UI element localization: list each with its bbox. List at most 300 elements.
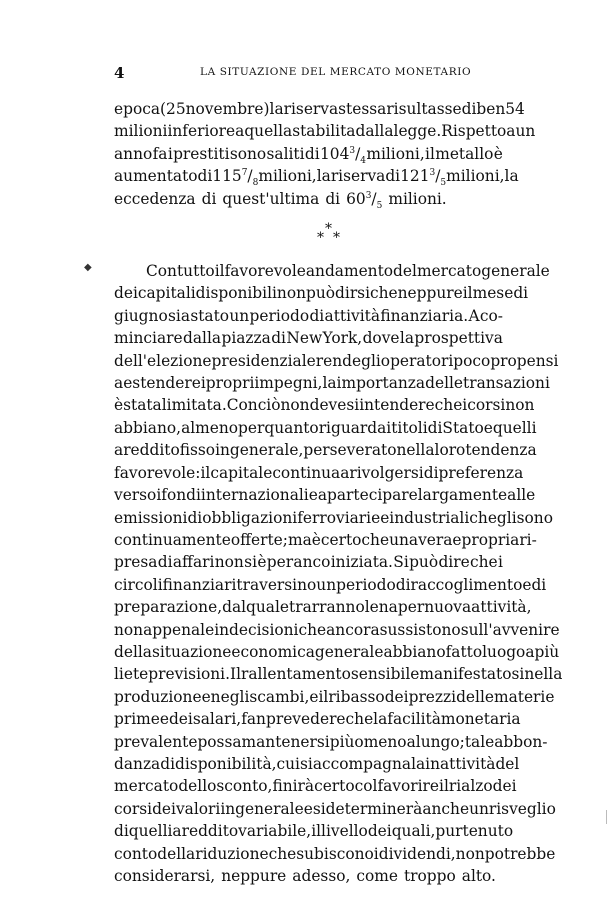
word: a — [114, 374, 124, 393]
word: favorire — [377, 777, 440, 796]
word: continua — [272, 463, 341, 482]
word: è — [114, 396, 124, 415]
word: può — [409, 553, 439, 572]
word: dire — [438, 553, 470, 572]
word: dalla — [183, 329, 222, 348]
word: inattività — [425, 754, 496, 773]
word: sia — [168, 306, 191, 325]
word: operatori — [380, 351, 454, 370]
word: e — [201, 687, 211, 706]
word: salari, — [192, 710, 242, 729]
word: finanziari — [162, 575, 237, 594]
word: impegni, — [254, 374, 323, 393]
word: riguarda — [318, 418, 387, 437]
word: dei — [492, 777, 517, 796]
word: generale — [481, 262, 550, 281]
word: non — [280, 396, 310, 415]
word: partecipare — [327, 486, 418, 505]
word: e — [303, 799, 313, 818]
word: monetaria — [440, 710, 521, 729]
word: più — [329, 732, 355, 751]
word: della — [114, 642, 152, 661]
word: poco — [453, 351, 491, 370]
word: si — [299, 754, 313, 773]
word: sconto, — [216, 777, 273, 796]
text-line — [114, 843, 556, 865]
word: appena — [143, 620, 201, 639]
word: delle — [456, 687, 494, 706]
asterisk-mark: * — [317, 230, 324, 247]
word: di — [513, 284, 529, 303]
asterisk-mark: * — [333, 230, 340, 247]
word: certo — [314, 777, 355, 796]
word: presidenziale — [211, 351, 316, 370]
word: gli — [361, 351, 381, 370]
word: fan — [241, 710, 266, 729]
word: tendenza — [465, 441, 537, 460]
word: produzione — [114, 687, 202, 706]
text-line — [114, 641, 560, 663]
word: preferenza — [438, 463, 524, 482]
word: novembre) — [185, 100, 270, 118]
word: propensi — [490, 351, 559, 370]
word: estendere — [123, 374, 201, 393]
word: tenuto — [462, 822, 514, 841]
word: capitale — [210, 463, 273, 482]
word: la — [373, 710, 388, 729]
word: quella — [244, 122, 293, 141]
word: la — [269, 100, 284, 118]
word: valori — [175, 799, 221, 818]
word: nuova — [424, 598, 472, 617]
word: la — [316, 167, 331, 186]
text-line — [114, 574, 547, 596]
word: presa — [114, 553, 158, 572]
word: corsi — [114, 799, 153, 818]
running-title: LA SITUAZIONE DEL MERCATO MONETARIO — [200, 66, 472, 78]
running-head — [114, 64, 504, 84]
word: negli — [210, 687, 250, 706]
text-line — [114, 282, 529, 304]
word: che — [361, 530, 390, 549]
word: rivolgersi — [349, 463, 424, 482]
word: risveglio — [488, 799, 556, 818]
word: scambi, — [249, 687, 310, 706]
word: dei — [114, 284, 138, 303]
word: facilità — [387, 710, 441, 729]
word: i — [200, 374, 206, 393]
text-line — [114, 798, 556, 820]
word: anco — [293, 553, 331, 572]
word: dello — [178, 777, 217, 796]
fraction-amount: $60^3/_5$ — [346, 189, 383, 211]
word: generale — [235, 799, 304, 818]
text-line — [114, 143, 503, 165]
word: determinerà — [325, 799, 423, 818]
word: andamento — [305, 262, 394, 281]
word: legge. — [393, 122, 442, 141]
word: i — [497, 553, 503, 572]
word: inferiore — [167, 122, 236, 141]
word: un — [469, 799, 489, 818]
word: periodo — [249, 306, 310, 325]
word: Si — [393, 553, 409, 572]
word: di — [114, 822, 129, 841]
word: le — [200, 620, 215, 639]
word: largamente — [417, 486, 508, 505]
text-line — [114, 439, 537, 461]
word: prestiti — [173, 144, 230, 163]
word: i — [156, 486, 162, 505]
word: raccoglimento — [410, 575, 523, 594]
word: e — [308, 486, 318, 505]
paragraph-2 — [114, 260, 563, 887]
word: non — [505, 396, 535, 415]
word: saliti — [266, 144, 305, 163]
word: gli — [496, 508, 517, 527]
text-line — [114, 596, 532, 618]
word: e — [309, 687, 319, 706]
word: che — [345, 710, 374, 729]
word: milioni, — [258, 167, 317, 186]
word: anno — [114, 144, 153, 163]
word: abbiano, — [114, 418, 182, 437]
word: dei — [168, 710, 193, 729]
word: variabile, — [238, 822, 312, 841]
word: di — [427, 418, 443, 437]
word: materie — [493, 687, 555, 706]
margin-mark: ◆ — [84, 262, 92, 273]
word: New — [286, 329, 323, 348]
word: ancora — [326, 620, 380, 639]
word: ferroviarie — [297, 508, 381, 527]
word: York, — [322, 329, 363, 348]
word: mese — [472, 284, 514, 303]
word: propria — [461, 530, 520, 549]
word: reddito — [181, 822, 239, 841]
text-line — [114, 327, 503, 349]
word: a — [317, 486, 328, 505]
word: importanza — [336, 374, 426, 393]
word: è — [493, 144, 503, 163]
word: a — [525, 642, 535, 661]
word: neppure — [397, 284, 463, 303]
word: ribasso — [328, 687, 385, 706]
word: lungo; — [415, 732, 465, 751]
word: disponibilità, — [175, 754, 277, 773]
word: stata — [123, 396, 162, 415]
word: del — [393, 262, 417, 281]
word: fondi — [161, 486, 201, 505]
word: a — [340, 463, 350, 482]
word: abbon- — [494, 732, 548, 751]
word: più — [534, 642, 560, 661]
word: della — [157, 844, 196, 863]
word: e — [452, 530, 462, 549]
paragraph-1 — [114, 98, 536, 211]
word: per — [238, 418, 265, 437]
word: e — [380, 508, 390, 527]
word: ma — [287, 530, 312, 549]
word: obbligazioni — [202, 508, 298, 527]
word: di — [325, 189, 341, 208]
word: i — [386, 418, 392, 437]
word: cui — [276, 754, 300, 773]
word: o — [354, 732, 364, 751]
word: col — [354, 777, 378, 796]
word: loro — [434, 441, 466, 460]
word: continuamente — [114, 530, 231, 549]
word: abbiano — [383, 642, 446, 661]
text-line — [114, 120, 536, 142]
word: la — [399, 329, 414, 348]
word: generale — [314, 642, 384, 661]
text-line — [114, 417, 537, 439]
word: è — [311, 530, 321, 549]
word: livello — [321, 822, 368, 841]
word: situazione — [151, 642, 232, 661]
word: titoli — [391, 418, 428, 437]
word: sussistono — [379, 620, 461, 639]
word: una — [389, 530, 419, 549]
word: danza — [114, 754, 161, 773]
text-line — [114, 663, 563, 685]
word: quali, — [391, 822, 436, 841]
word: si — [312, 799, 326, 818]
word: quelli — [492, 418, 537, 437]
word: quale — [246, 598, 290, 617]
word: rende — [315, 351, 362, 370]
word: quelli — [128, 822, 173, 841]
word: la — [322, 374, 337, 393]
word: nella — [396, 441, 435, 460]
word: Stato — [442, 418, 484, 437]
word: vera — [418, 530, 453, 549]
word: dei — [384, 687, 409, 706]
text-line — [114, 350, 559, 372]
word: per — [397, 598, 425, 617]
word: ben — [476, 100, 506, 118]
word: certo — [320, 530, 362, 549]
word: stato — [190, 306, 230, 325]
word: iniziata. — [330, 553, 393, 572]
word: il — [200, 463, 211, 482]
word: dei — [367, 822, 392, 841]
word: pur — [435, 822, 463, 841]
word: emissioni — [114, 508, 188, 527]
word: stabilita — [292, 122, 356, 141]
word: di — [309, 306, 325, 325]
word: il — [462, 284, 473, 303]
body-text — [114, 98, 563, 887]
word: previsioni. — [148, 665, 230, 684]
word: minciare — [114, 329, 183, 348]
word: il — [318, 687, 329, 706]
word: a — [506, 122, 516, 141]
text-line — [114, 865, 503, 887]
word: in — [215, 441, 230, 460]
word: considerarsi, — [114, 867, 216, 885]
word: finanziaria. — [380, 306, 469, 325]
word: che — [434, 396, 463, 415]
word: non — [214, 553, 244, 572]
text-line — [114, 731, 548, 753]
word: dividendi, — [378, 844, 456, 863]
word: propri — [205, 374, 255, 393]
word: nella — [524, 665, 563, 684]
word: neppure — [221, 867, 287, 885]
fraction-amount: $121^3/_5$ — [400, 167, 447, 189]
word: di — [160, 754, 176, 773]
word: non — [114, 620, 144, 639]
word: di — [395, 575, 411, 594]
text-line — [114, 820, 514, 842]
text-line — [114, 507, 553, 529]
word: limitata. — [161, 396, 227, 415]
word: potrebbe — [484, 844, 556, 863]
word: dal — [222, 598, 247, 617]
word: luogo — [482, 642, 526, 661]
word: dalla — [355, 122, 394, 141]
word: capitali — [137, 284, 196, 303]
word: ri- — [519, 530, 537, 549]
word: riserva — [330, 167, 386, 186]
word: finirà — [272, 777, 315, 796]
word: devesi — [309, 396, 360, 415]
word: il — [439, 777, 449, 796]
word: piazza — [221, 329, 271, 348]
word: riduzione — [195, 844, 269, 863]
word: può — [306, 284, 336, 303]
word: sono — [229, 144, 267, 163]
text-line — [114, 260, 550, 282]
text-line — [114, 305, 503, 327]
word: di — [197, 167, 213, 186]
word: un — [515, 122, 536, 141]
word: industriali — [389, 508, 470, 527]
word: alle — [507, 486, 536, 505]
word: adesso, — [292, 867, 351, 885]
word: transazioni — [463, 374, 550, 393]
word: affari — [172, 553, 215, 572]
text-line — [114, 753, 520, 775]
word: manifestatosi — [419, 665, 525, 684]
word: a — [235, 122, 245, 141]
word: dirsi — [335, 284, 370, 303]
word: non — [276, 284, 307, 303]
word: milioni — [114, 122, 168, 141]
word: prevedere — [265, 710, 346, 729]
word: prevalente — [114, 732, 198, 751]
text-line — [114, 686, 555, 708]
word: (25 — [160, 100, 186, 118]
word: metallo — [435, 144, 494, 163]
word: di — [531, 575, 547, 594]
word: troppo — [403, 867, 456, 885]
word: liete — [114, 665, 149, 684]
word: almeno — [181, 418, 239, 437]
word: trarranno — [289, 598, 365, 617]
word: Il — [230, 665, 242, 684]
word: stessa — [338, 100, 387, 118]
word: 54 — [505, 100, 525, 118]
word: mercato — [114, 777, 179, 796]
word: meno — [363, 732, 407, 751]
word: subiscono — [296, 844, 374, 863]
section-asterism — [114, 214, 503, 260]
word: sensibile — [350, 665, 420, 684]
word: tutto — [176, 262, 215, 281]
word: Con — [226, 396, 258, 415]
word: di — [187, 508, 203, 527]
word: a — [114, 441, 124, 460]
word: fatto — [445, 642, 483, 661]
word: A — [468, 306, 480, 325]
word: di — [385, 167, 401, 186]
word: il — [311, 822, 322, 841]
word: un — [316, 575, 337, 594]
word: indecisioni — [214, 620, 299, 639]
word: lena — [364, 598, 398, 617]
word: un — [229, 306, 250, 325]
word: periodo — [336, 575, 396, 594]
word: aumentato — [114, 167, 198, 186]
word: preparazione, — [114, 598, 223, 617]
text-line — [114, 619, 560, 641]
word: accompagna — [312, 754, 412, 773]
word: è — [257, 553, 267, 572]
word: quest'ultima — [222, 189, 320, 208]
word: favorevole: — [114, 463, 201, 482]
word: attività — [324, 306, 380, 325]
word: mercato — [416, 262, 482, 281]
asterisk-mark: * — [325, 221, 332, 238]
word: i — [167, 144, 173, 163]
word: in — [220, 799, 236, 818]
text-line — [114, 394, 535, 416]
word: tale — [464, 732, 495, 751]
word: di — [201, 189, 217, 208]
word: mantenersi — [241, 732, 330, 751]
word: disponibili — [195, 284, 277, 303]
word: il — [425, 144, 435, 163]
word: per — [266, 553, 294, 572]
word: che — [298, 620, 327, 639]
word: che — [268, 844, 297, 863]
word: rialzo — [448, 777, 493, 796]
word: sull'avvenire — [460, 620, 560, 639]
fraction-amount: $104^3/_4$ — [319, 144, 367, 166]
text-line — [114, 529, 537, 551]
word: offerte; — [230, 530, 288, 549]
word: del — [495, 754, 520, 773]
word: ciò — [257, 396, 281, 415]
edge-mark — [606, 810, 607, 824]
word: riserva — [283, 100, 339, 118]
word: traversino — [236, 575, 317, 594]
word: favorevole — [224, 262, 306, 281]
word: delle — [425, 374, 464, 393]
word: giugno — [114, 306, 168, 325]
word: rallentamento — [241, 665, 351, 684]
word: circoli — [114, 575, 163, 594]
word: sono — [516, 508, 553, 527]
word: che — [470, 553, 498, 572]
word: a — [406, 732, 416, 751]
word: attività, — [471, 598, 532, 617]
text-line — [114, 551, 503, 573]
text-line — [114, 484, 536, 506]
